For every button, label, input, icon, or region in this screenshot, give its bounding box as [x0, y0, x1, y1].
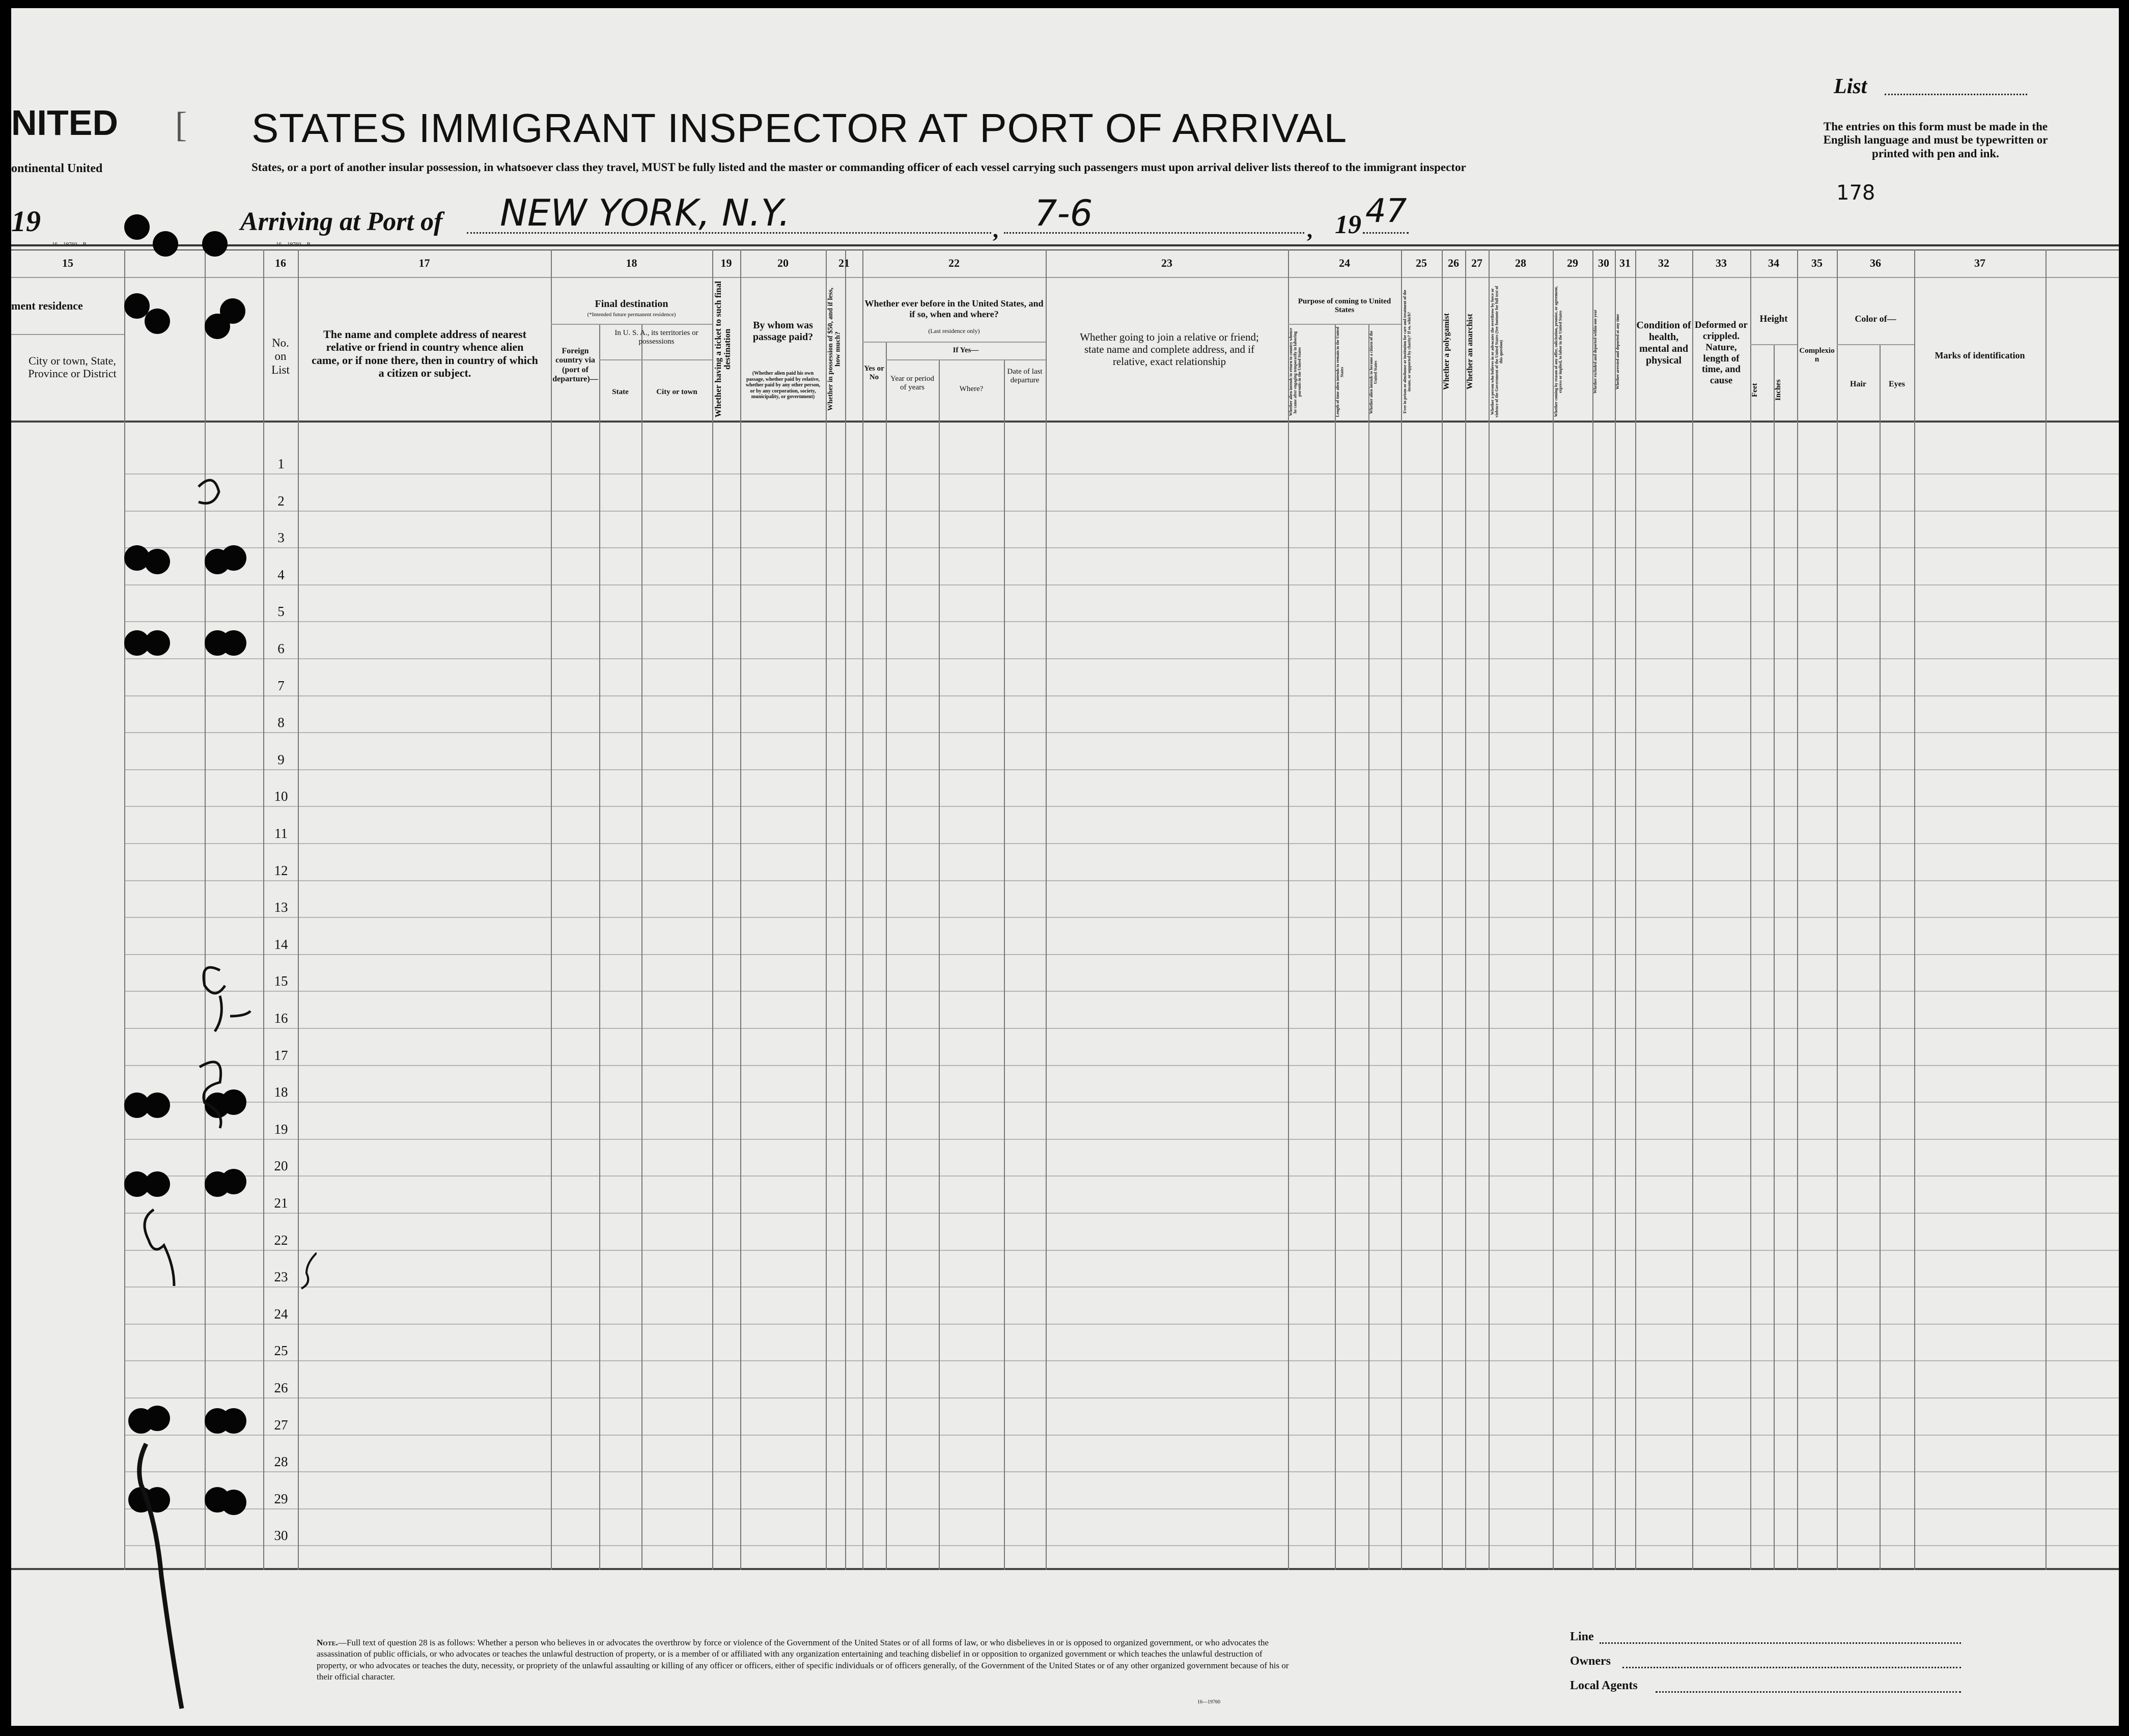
row-number: 30 [274, 1528, 288, 1544]
col-34-inches: Inches [1774, 379, 1782, 401]
row-number: 28 [274, 1454, 288, 1470]
punch-hole [124, 214, 150, 240]
row-rule [124, 473, 2119, 474]
left-bracket: [ [175, 105, 187, 145]
row-number: 8 [277, 715, 285, 731]
row-number: 9 [277, 751, 285, 767]
footnote [317, 1637, 1294, 1683]
col-22-note: (Last residence only) [928, 327, 980, 334]
row-rule [124, 954, 2119, 955]
row-number: 16 [274, 1011, 288, 1026]
footnote-text: —Full text of question 28 is as follows: Whether a person who believes in or advocates the overthrow by force or violence of the Government of the United States or of all forms of law, or who disbelieves in or is opposed to organized government, or who advocates the assassination of public officials, or who advocates or teaches the unlawful destruction of property, or is a member of or affiliated with any organization entertaining and teaching disbelief in or opposition to organized government or which teaches the unlawful destruction of property, or who advocates or teaches the duty, necessity, or propriety of the unlawful assaulting or killing of any officer or officers, either of specific individuals or of officers generally, of the Government of the United States or of any other organized government because of his or their official character. [317, 1638, 1289, 1682]
page-title: STATES IMMIGRANT INSPECTOR AT PORT OF ARRIVAL [251, 105, 1348, 151]
col-20-note: (Whether alien paid his own passage, whether paid by relative, whether paid by any other person, or by any corporation, society, municipality, or government) [745, 371, 821, 400]
footnote-label: Note. [317, 1638, 338, 1647]
col-18-number: 18 [626, 257, 637, 269]
row-number: 12 [274, 862, 288, 878]
row-rule [124, 695, 2119, 696]
col-34-title: Height [1759, 314, 1788, 324]
row-rule [124, 880, 2119, 881]
row-rule [124, 991, 2119, 992]
col-18-state: State [612, 388, 629, 396]
col-29-number: 29 [1567, 257, 1578, 269]
list-number-line [1885, 94, 2027, 95]
row-rule [124, 1286, 2119, 1287]
row-rule [124, 1508, 2119, 1509]
row-number: 7 [277, 678, 285, 693]
row-number: 4 [277, 567, 285, 582]
col-34-number: 34 [1768, 257, 1779, 269]
col-19-number: 19 [720, 257, 732, 269]
row-number: 21 [274, 1195, 288, 1211]
row-rule [124, 1102, 2119, 1103]
col-24-title: Purpose of coming to United States [1298, 297, 1391, 315]
row-rule [124, 806, 2119, 807]
row-number: 18 [274, 1084, 288, 1100]
english-language-notice: The entries on this form must be made in the English language and must be typewritten or printed with pen and ink. [1823, 120, 2048, 160]
col-16-number: 16 [275, 257, 286, 269]
col-36-title: Color of— [1855, 314, 1896, 324]
footer-form-code: 16—19760 [1197, 1699, 1220, 1705]
col-28-number: 28 [1515, 257, 1526, 269]
row-rule [124, 658, 2119, 659]
col-35-title: Complexion [1799, 347, 1835, 364]
row-number: 14 [274, 936, 288, 952]
col-37-title: Marks of identification [1935, 350, 2025, 360]
col-25-title: Ever in prison or almshouse or institution for care and treatment of the insane, or supported by charity? If so, which? [1403, 290, 1412, 414]
row-number: 10 [274, 789, 288, 804]
owners-field [1622, 1667, 1961, 1668]
col-34-feet: Feet [1751, 383, 1759, 397]
col-16-title: No. on List [271, 337, 290, 376]
col-22-number: 22 [948, 257, 960, 269]
row-number: 23 [274, 1269, 288, 1285]
col-18-foreign: Foreign country via (port of departure)— [552, 347, 598, 384]
col-26-title: Whether a polygamist [1442, 313, 1451, 390]
page-subtitle: States, or a port of another insular possession, in whatsoever class they travel, MUST be fully listed and the master or commanding officer of each vessel carrying such passengers must upon arrival deliver lists thereof to the immigrant inspector [251, 161, 1466, 174]
col-36-hair: Hair [1850, 380, 1866, 388]
col-24-length: Length of time alien intends to remain in the United States [1335, 327, 1344, 417]
col-37-number: 37 [1974, 257, 1985, 269]
row-number: 22 [274, 1232, 288, 1248]
col-25-number: 25 [1416, 257, 1427, 269]
row-rule [124, 1545, 2119, 1546]
owners-label: Owners [1570, 1655, 1611, 1668]
col-18-note: (*Intended future permanent residence) [587, 312, 676, 318]
row-number: 27 [274, 1417, 288, 1433]
col-22-yes-no: Yes or No [864, 365, 884, 382]
row-rule [124, 1471, 2119, 1472]
arriving-label: Arriving at Port of [240, 207, 443, 236]
row-rule [124, 1324, 2119, 1325]
col-30-number: 30 [1598, 257, 1609, 269]
row-rule [124, 1397, 2119, 1398]
sheet-number: 178 [1836, 181, 1875, 205]
row-number: 25 [274, 1343, 288, 1359]
col-30-title: Whether excluded and deported within one year [1593, 310, 1598, 394]
col-32-title: Condition of health, mental and physical [1636, 320, 1691, 366]
col-18-usa: In U. S. A., its territories or possessions [614, 329, 698, 346]
col-17-title: The name and complete address of nearest relative or friend in country whence alien came, or if none there, then in country of which a citizen or subject. [312, 328, 538, 379]
col-36-eyes: Eyes [1889, 380, 1905, 388]
row-rule [124, 1139, 2119, 1140]
col-19-title: Whether having a ticket to such final destination [713, 281, 732, 417]
row-number: 15 [274, 973, 288, 989]
col-32-number: 32 [1658, 257, 1669, 269]
col-21-number: 21 [838, 257, 850, 269]
row-rule [124, 1360, 2119, 1361]
row-number: 20 [274, 1158, 288, 1174]
row-rule [124, 1065, 2119, 1066]
col-24-citizen: Whether alien intends to become a citizen of the United States [1369, 330, 1378, 414]
local-agents-label: Local Agents [1570, 1679, 1638, 1692]
row-rule [124, 584, 2119, 585]
row-number: 19 [274, 1121, 288, 1137]
col-20-number: 20 [777, 257, 789, 269]
row-rule [124, 917, 2119, 918]
col-29-title: Whether coming by reason of any offer, solicitation, promise, or agreement, express or implied, to labor in the United States [1554, 286, 1563, 417]
col-17-number: 17 [418, 257, 430, 269]
row-rule [124, 1435, 2119, 1436]
col-21-title: Whether in possession of $50, and if less, how much? [827, 287, 842, 411]
col-23-title: Whether going to join a relative or friend; state name and complete address, and if relative, exact relationship [1080, 331, 1259, 368]
row-number: 24 [274, 1306, 288, 1322]
row-rule [124, 769, 2119, 770]
col-27-title: Whether an anarchist [1466, 314, 1474, 390]
row-rule [124, 621, 2119, 622]
row-number: 2 [277, 493, 285, 509]
col-15-number: 15 [62, 257, 73, 269]
row-number: 29 [274, 1491, 288, 1506]
col-22-year: Year or period of years [890, 375, 934, 392]
col-15-title: ment residence [11, 299, 83, 312]
col-31-title: Whether arrested and deported at any time [1615, 314, 1620, 390]
col-28-title: Whether a person who believes in or advocates the overthrow by force or violence of the Government of the United States (See footnote for full text of this question) [1490, 286, 1503, 418]
row-number: 26 [274, 1380, 288, 1395]
punch-hole [153, 231, 178, 257]
col-18-city: City or town [656, 388, 697, 396]
col-26-number: 26 [1448, 257, 1459, 269]
col-35-number: 35 [1811, 257, 1823, 269]
port-handwritten: NEW YORK, N.Y. [500, 191, 791, 234]
col-22-date: Date of last departure [1007, 368, 1043, 385]
col-23-number: 23 [1161, 257, 1172, 269]
year-handwritten: 47 [1365, 192, 1407, 230]
line-field [1600, 1642, 1961, 1644]
row-rule [124, 1213, 2119, 1214]
margin-pen-marks [123, 466, 317, 1724]
date-handwritten: 7-6 [1034, 192, 1093, 234]
col-31-number: 31 [1619, 257, 1631, 269]
col-20-title: By whom was passage paid? [752, 320, 814, 343]
row-rule [124, 732, 2119, 733]
manifest-sheet: NITED ontinental United [ STATES IMMIGRANT INSPECTOR AT PORT OF ARRIVAL States, or a port of another insular possession, in whatsoever class they travel, MUST be fully listed and the master or commanding officer of each vessel carrying such passengers must upon arrival deliver lists thereof to the immigrant inspector List The entries on this form must be made in the English language and must be typewritten or printed with pen and ink. 178 19 Arriving at Port of NEW YORK, N.Y. , 7-6 , 19 47 15 16 17 18 19 20 21 22 23 24 25 26 27 28 29 30 31 32 33 34 35 36 37 ment residence City or town, State, Province or District No. on List The name and complete address of nearest relative or friend in country whence alien came, or if none there, then in country of which a citizen or subject. Final destination (*Intended future permanent residence) Foreign country via (port of departure)— In U. S. A., its territories or possessions State City or town Whether having a ticket to such final destination By whom was passage paid? (Whether alien paid his own passage, whether paid by relative, whether paid by any other person, or by any corporation, society, municipality, or government) Whether in possession of $50, and if less, how much? Whether ever before in the United States, and if so, when and where? (Last residence only) If Yes— Yes or No Year or period of years Where? Date of last departure Whether going to join a relative or friend; state name and complete address, and if relative, exact relationship Purpose of coming to United States Whether alien intends to return to country whence he came after engaging temporarily in laboring pursuits in the United States Length of time alien intends to remain in the United States Whether alien intends to become a citizen of the United States Ever in prison or almshouse or institution for care and treatment of the insane, or supported by charity? If so, which? Whether a polygamist Whether an anarchist Whether a person who believes in or advocates the overthrow by force or violence of the Government of the United States (See footnote for full text of this question) Whether coming by reason of any offer, solicitation, promise, or agreement, express or implied, to labor in the United States Whether excluded and deported within one year Whether arrested and deported at any time Condition of health, mental and physical Deformed or crippled. Nature, length of time, and cause Height Feet Inches Complexion Color of— Hair Eyes Marks of identification 1 2 3 4 5 6 7 8 9 10 11 12 13 14 15 16 17 18 19 20 21 22 23 24 25 26 27 28 29 30 Note.—Full text of question 28 is as follows: Whether a person who believes in or advocates the overthrow by force or violence of the Government of the United States or of all forms of law, or who disbelieves in or is opposed to organized government, or who advocates the assassination of public officials, or who advocates or teaches the unlawful destruction of property, or is a member of or affiliated with any organization entertaining and teaching disbelief in or opposition to organized government or which teaches the unlawful destruction of property, or who advocates or teaches the duty, necessity, or propriety of the unlawful assaulting or killing of any officer or officers, either of specific individuals or of officers generally, of the Government of the United States or of any other organized government because of his or their official character. 16—19760 Line Owners Local Agents [11, 8, 2119, 1726]
col-33-number: 33 [1716, 257, 1727, 269]
row-rule [124, 843, 2119, 844]
local-agents-field [1656, 1691, 1961, 1693]
punch-hole [145, 309, 170, 334]
row-rule [124, 511, 2119, 512]
year-printed: 19 [1335, 210, 1361, 239]
row-number: 17 [274, 1047, 288, 1063]
title-left-subfragment: ontinental United [11, 162, 103, 175]
row-number: 6 [277, 641, 285, 656]
punch-hole [220, 298, 245, 324]
row-number: 3 [277, 530, 285, 546]
col-33-title: Deformed or crippled. Nature, length of time, and cause [1695, 320, 1748, 386]
row-number: 5 [277, 604, 285, 620]
row-rule [124, 1175, 2119, 1177]
year-prefix: 19 [11, 205, 41, 238]
col-22-where: Where? [959, 385, 984, 393]
row-number: 13 [274, 900, 288, 915]
row-rule [124, 1250, 2119, 1251]
line-label: Line [1570, 1630, 1594, 1643]
row-rule [124, 1028, 2119, 1029]
col-22-title: Whether ever before in the United States, and if so, when and where? [864, 298, 1044, 319]
col-24-number: 24 [1339, 257, 1350, 269]
row-number: 1 [277, 456, 285, 471]
col-24-return: Whether alien intends to return to country whence he came after engaging temporarily in laboring pursuits in the United States [1288, 328, 1302, 416]
title-left-fragment: NITED [11, 103, 118, 143]
col-36-number: 36 [1870, 257, 1881, 269]
punch-hole [202, 231, 228, 257]
row-rule [124, 547, 2119, 548]
row-number: 11 [274, 826, 288, 841]
col-18-title: Final destination [595, 298, 668, 310]
col-27-number: 27 [1471, 257, 1482, 269]
list-label: List [1834, 75, 1867, 98]
col-15-subtitle: City or town, State, Province or District [28, 354, 117, 380]
col-22-if-yes: If Yes— [953, 346, 979, 354]
